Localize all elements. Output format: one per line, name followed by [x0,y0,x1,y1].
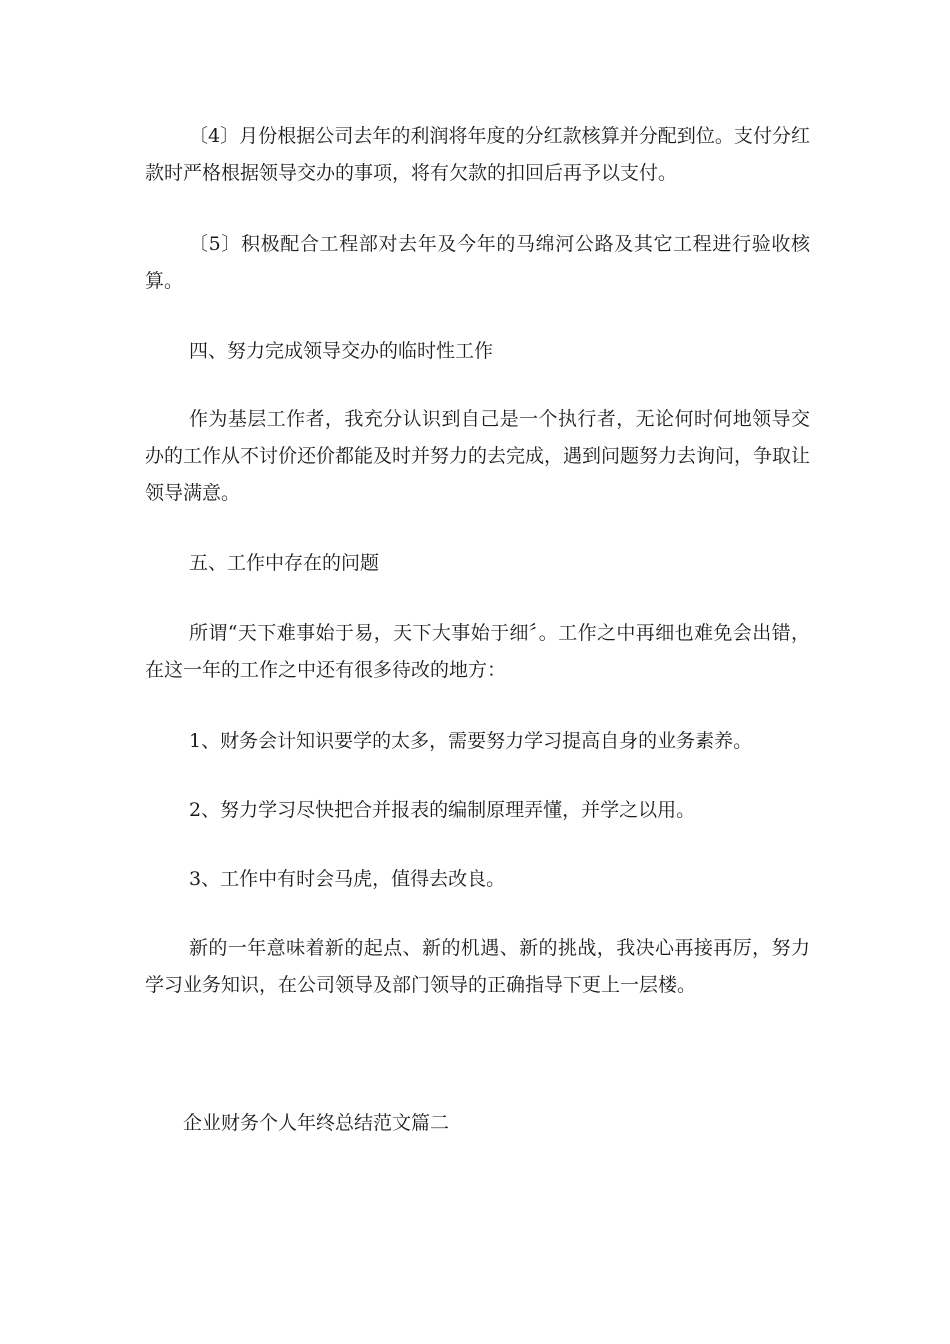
list-item-2: 2、努力学习尽快把合并报表的编制原理弄懂，并学之以用。 [189,799,696,821]
list-item-3: 3、工作中有时会马虎，值得去改良。 [189,868,506,890]
list-item-1: 1、财务会计知识要学的太多，需要努力学习提高自身的业务素养。 [189,730,753,752]
section-heading-5: 五、工作中存在的问题 [189,552,380,574]
paragraph-conclusion: 新的一年意味着新的起点、新的机遇、新的挑战，我决心再接再厉，努力学习业务知识，在公司领导及部门领导的正确指导下更上一层楼。 [145,937,810,996]
paragraph-temporary-work: 作为基层工作者，我充分认识到自己是一个执行者，无论何时何地领导交办的工作从不讨价还价都能及时并努力的去完成，遇到问题努力去询问，争取让领导满意。 [145,408,811,504]
paragraph-item-5: 〔5〕积极配合工程部对去年及今年的马绵河公路及其它工程进行验收核算。 [145,233,810,292]
paragraph-problems-intro: 所谓“天下难事始于易，天下大事始于细〞。工作之中再细也难免会出错，在这一年的工作之中还有很多待改的地方： [145,622,810,681]
section-heading-4: 四、努力完成领导交办的临时性工作 [189,340,494,362]
section-title: 企业财务个人年终总结范文篇二 [183,1112,450,1134]
paragraph-item-4: 〔4〕月份根据公司去年的利润将年度的分红款核算并分配到位。支付分红款时严格根据领导交办的事项，将有欠款的扣回后再予以支付。 [145,125,810,184]
